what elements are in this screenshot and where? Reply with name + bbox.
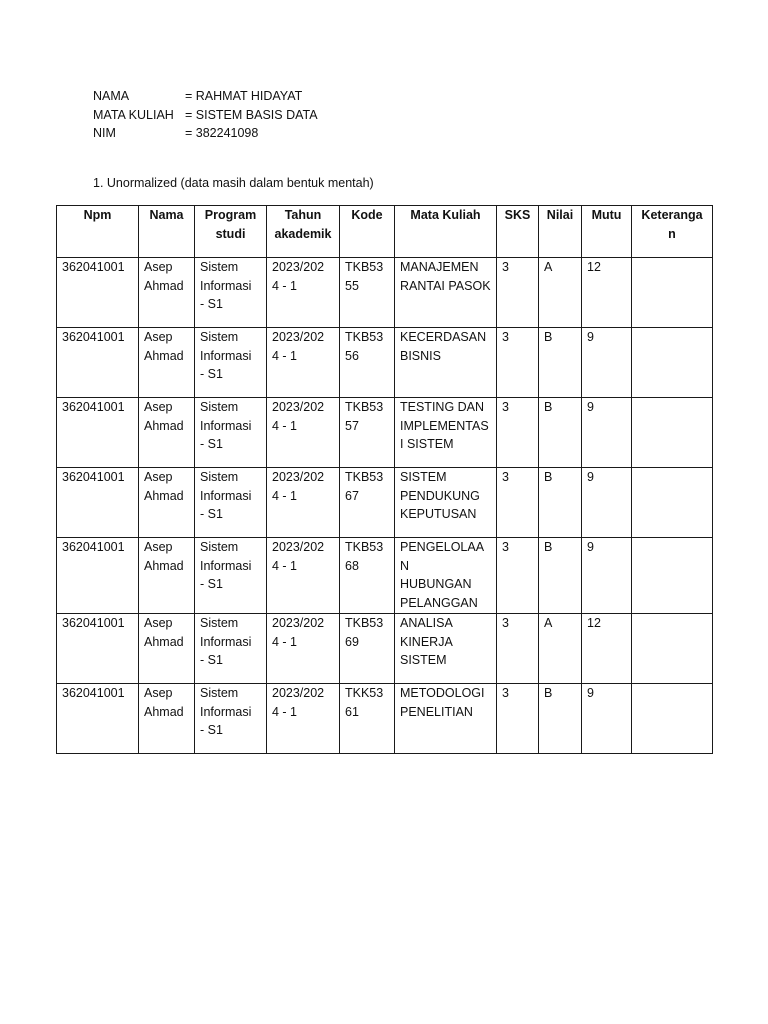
cell-value: METODOLOGI PENELITIAN — [400, 685, 485, 719]
cell-value: A — [544, 615, 553, 630]
table-cell — [632, 398, 713, 468]
table-cell — [582, 468, 632, 538]
cell-value: Sistem Informasi - S1 — [200, 260, 252, 312]
table-cell — [582, 258, 632, 328]
table-cell — [139, 468, 195, 538]
student-info-block — [93, 87, 318, 143]
cell-value: 2023/202 4 - 1 — [272, 330, 325, 363]
cell-value: Sistem Informasi - S1 — [200, 540, 252, 592]
cell-value: 3 — [502, 400, 509, 414]
column-header — [395, 206, 497, 258]
section-title: 1. Unormalized (data masih dalam bentuk mentah) — [93, 176, 374, 190]
cell-value: TKB53 69 — [345, 615, 384, 649]
cell-value: 362041001 — [62, 400, 125, 414]
cell-value: 2023/202 4 - 1 — [272, 540, 325, 573]
cell-value: Sistem Informasi - S1 — [200, 470, 252, 522]
table-cell — [139, 538, 195, 614]
table-row — [57, 468, 713, 538]
table-cell — [57, 613, 139, 683]
cell-value: Asep Ahmad — [144, 470, 184, 503]
table-cell — [497, 613, 539, 683]
table-cell — [582, 328, 632, 398]
table-cell — [582, 538, 632, 614]
table-row — [57, 683, 713, 753]
table-cell — [539, 398, 582, 468]
table-cell — [195, 613, 267, 683]
table-cell — [395, 258, 497, 328]
table-cell — [267, 538, 340, 614]
cell-value: 9 — [587, 685, 594, 700]
column-header-label: SKS — [504, 208, 531, 222]
cell-value: 362041001 — [62, 685, 125, 700]
table-cell — [632, 468, 713, 538]
column-header — [497, 206, 539, 258]
table-cell — [497, 468, 539, 538]
cell-value: 2023/202 4 - 1 — [272, 470, 325, 503]
cell-value: Asep Ahmad — [144, 685, 184, 719]
cell-value: B — [544, 540, 553, 554]
table-cell — [57, 398, 139, 468]
table-cell — [582, 613, 632, 683]
column-header-label: Nilai — [546, 208, 574, 222]
table-cell — [497, 328, 539, 398]
table-row — [57, 328, 713, 398]
table-cell — [267, 683, 340, 753]
table-row — [57, 398, 713, 468]
cell-value: TKK53 61 — [345, 685, 384, 719]
table-cell — [497, 683, 539, 753]
column-header-label: Npm — [83, 208, 112, 222]
cell-value: 12 — [587, 260, 601, 274]
column-header-label: Program studi — [204, 208, 257, 241]
cell-value: 3 — [502, 260, 509, 274]
table-cell — [139, 258, 195, 328]
cell-value: Asep Ahmad — [144, 400, 184, 433]
column-header — [340, 206, 395, 258]
table-row — [57, 613, 713, 683]
table-cell — [340, 398, 395, 468]
table-cell — [267, 328, 340, 398]
table-cell — [632, 328, 713, 398]
cell-value: 3 — [502, 470, 509, 484]
cell-value: TKB53 55 — [345, 260, 384, 293]
table-cell — [57, 468, 139, 538]
table-cell — [539, 468, 582, 538]
column-header-label: Tahun akademik — [274, 208, 332, 241]
table-cell — [57, 538, 139, 614]
column-header — [195, 206, 267, 258]
table-cell — [632, 538, 713, 614]
cell-value: 2023/202 4 - 1 — [272, 260, 325, 293]
table-cell — [395, 538, 497, 614]
table-cell — [539, 683, 582, 753]
cell-value: ANALISA KINERJA SISTEM — [400, 615, 453, 668]
table-cell — [632, 683, 713, 753]
cell-value: 362041001 — [62, 260, 125, 274]
table-cell — [395, 683, 497, 753]
info-row-nim — [93, 124, 318, 143]
table-cell — [632, 258, 713, 328]
table-cell — [267, 258, 340, 328]
column-header-label: Kode — [351, 208, 383, 222]
cell-value: B — [544, 685, 553, 700]
table-cell — [497, 398, 539, 468]
cell-value: TKB53 68 — [345, 540, 384, 573]
table-cell — [195, 258, 267, 328]
table-cell — [497, 538, 539, 614]
info-value: = 382241098 — [185, 126, 259, 140]
cell-value: Asep Ahmad — [144, 615, 184, 649]
cell-value: TKB53 67 — [345, 470, 384, 503]
cell-value: Asep Ahmad — [144, 260, 184, 293]
table-body — [57, 258, 713, 754]
cell-value: 362041001 — [62, 470, 125, 484]
cell-value: Sistem Informasi - S1 — [200, 615, 252, 668]
table-cell — [57, 258, 139, 328]
column-header-label: Mutu — [591, 208, 622, 222]
info-value: = RAHMAT HIDAYAT — [185, 89, 303, 103]
table-cell — [539, 328, 582, 398]
table-cell — [582, 683, 632, 753]
table-cell — [57, 683, 139, 753]
table-header-row — [57, 206, 713, 258]
table-cell — [195, 538, 267, 614]
table-cell — [539, 538, 582, 614]
cell-value: 3 — [502, 685, 509, 700]
table-cell — [267, 468, 340, 538]
table-cell — [497, 258, 539, 328]
table-cell — [195, 328, 267, 398]
cell-value: 362041001 — [62, 540, 125, 554]
table-row — [57, 258, 713, 328]
cell-value: Sistem Informasi - S1 — [200, 685, 252, 738]
info-label: NIM — [93, 126, 116, 140]
cell-value: Asep Ahmad — [144, 540, 184, 573]
table-cell — [340, 258, 395, 328]
cell-value: SISTEM PENDUKUNG KEPUTUSAN — [400, 470, 480, 522]
unnormalized-table — [56, 205, 713, 754]
table-cell — [395, 613, 497, 683]
table-cell — [139, 328, 195, 398]
cell-value: TESTING DAN IMPLEMENTAS I SISTEM — [400, 400, 489, 452]
table-cell — [267, 398, 340, 468]
column-header — [267, 206, 340, 258]
cell-value: 3 — [502, 540, 509, 554]
column-header — [57, 206, 139, 258]
table-row — [57, 538, 713, 614]
info-label: MATA KULIAH — [93, 107, 174, 122]
cell-value: 9 — [587, 330, 594, 344]
table-cell — [139, 683, 195, 753]
info-label: NAMA — [93, 89, 130, 103]
column-header — [539, 206, 582, 258]
cell-value: Sistem Informasi - S1 — [200, 330, 252, 382]
table-cell — [582, 398, 632, 468]
table-cell — [395, 328, 497, 398]
info-value: = SISTEM BASIS DATA — [185, 107, 318, 122]
cell-value: 9 — [587, 540, 594, 554]
table-cell — [395, 468, 497, 538]
info-row-nama — [93, 87, 318, 106]
table-cell — [539, 613, 582, 683]
cell-value: Sistem Informasi - S1 — [200, 400, 252, 452]
info-row-mata-kuliah — [93, 106, 318, 125]
cell-value: 3 — [502, 615, 509, 630]
table-cell — [195, 683, 267, 753]
table-cell — [195, 468, 267, 538]
cell-value: MANAJEMEN RANTAI PASOK — [400, 260, 491, 293]
table-cell — [340, 328, 395, 398]
cell-value: 12 — [587, 615, 601, 630]
cell-value: TKB53 57 — [345, 400, 384, 433]
cell-value: PENGELOLAAN HUBUNGAN PELANGGAN — [400, 540, 485, 611]
table-cell — [195, 398, 267, 468]
cell-value: 2023/202 4 - 1 — [272, 400, 325, 433]
table-cell — [267, 613, 340, 683]
table-cell — [340, 613, 395, 683]
column-header — [632, 206, 713, 258]
table-cell — [57, 328, 139, 398]
column-header — [582, 206, 632, 258]
table-cell — [340, 468, 395, 538]
cell-value: 9 — [587, 400, 594, 414]
cell-value: 362041001 — [62, 330, 125, 344]
cell-value: KECERDASAN BISNIS — [400, 330, 487, 363]
column-header-label: Nama — [149, 208, 184, 222]
cell-value: 2023/202 4 - 1 — [272, 685, 325, 719]
cell-value: B — [544, 400, 553, 414]
table-cell — [139, 613, 195, 683]
column-header-label: Mata Kuliah — [410, 208, 481, 222]
cell-value: 362041001 — [62, 615, 125, 630]
table-cell — [340, 683, 395, 753]
cell-value: TKB53 56 — [345, 330, 384, 363]
table-cell — [340, 538, 395, 614]
cell-value: B — [544, 330, 553, 344]
cell-value: A — [544, 260, 553, 274]
cell-value: 2023/202 4 - 1 — [272, 615, 325, 649]
cell-value: 3 — [502, 330, 509, 344]
table-cell — [139, 398, 195, 468]
column-header-label: Keteranga n — [641, 208, 703, 241]
cell-value: 9 — [587, 470, 594, 484]
table-cell — [632, 613, 713, 683]
cell-value: Asep Ahmad — [144, 330, 184, 363]
cell-value: B — [544, 470, 553, 484]
table-cell — [539, 258, 582, 328]
column-header — [139, 206, 195, 258]
table-cell — [395, 398, 497, 468]
